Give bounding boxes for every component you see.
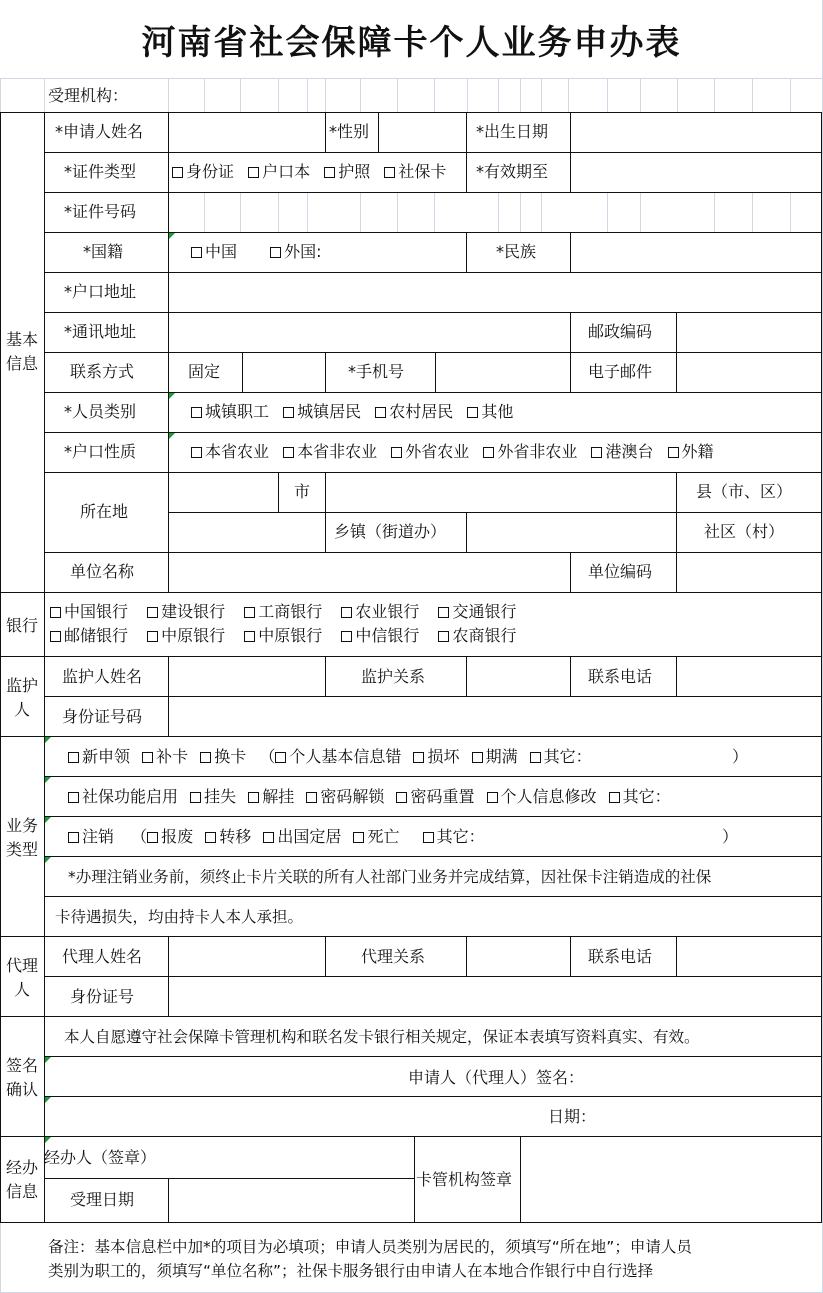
- checkbox-icon: [472, 752, 483, 763]
- hukou-nature-option[interactable]: 本省农业: [191, 442, 269, 461]
- business-option[interactable]: 个人信息修改: [487, 787, 597, 806]
- checkbox-icon: [530, 752, 541, 763]
- table-rule: [570, 312, 571, 352]
- grid-line: [0, 1222, 1, 1292]
- card-agency-seal-label: 卡管机构签章: [416, 1170, 513, 1189]
- town-field[interactable]: [168, 513, 324, 551]
- checkbox-icon: [341, 631, 352, 642]
- bank-option[interactable]: 中信银行: [341, 626, 419, 645]
- business-options-row3: 注销 （ 报废 转移 出国定居 死亡 其它：: [68, 827, 485, 847]
- business-options-row1: 新申领 补卡 换卡 （ 个人基本信息错 损坏 期满 其它：: [68, 747, 592, 767]
- sign-date-label: 日期：: [548, 1107, 597, 1126]
- agent-relation-field[interactable]: [467, 937, 568, 975]
- checkbox-icon: [244, 607, 255, 618]
- town-label: 乡镇（街道办）: [334, 522, 447, 541]
- accept-date-label: 受理日期: [70, 1190, 135, 1209]
- declaration-text: 本人自愿遵守社会保障卡管理机构和联名发卡银行相关规定，保证本表填写资料真实、有效。: [64, 1028, 700, 1046]
- business-option[interactable]: 挂失: [190, 787, 236, 806]
- id-type-options: [172, 162, 446, 182]
- nationality-option[interactable]: 中国: [191, 242, 237, 261]
- guardian-name-field[interactable]: [168, 657, 324, 695]
- bank-options-row1: [50, 602, 516, 622]
- table-rule: [676, 472, 677, 512]
- checkbox-icon: [263, 832, 274, 843]
- hukou-nature-option[interactable]: 本省非农业: [283, 442, 377, 461]
- applicant-name-label: *申请人姓名: [55, 122, 144, 141]
- county-label: 县（市、区）: [696, 482, 793, 501]
- id-type-option[interactable]: 身份证: [172, 162, 234, 181]
- hukou-nature-options: [191, 442, 714, 462]
- agent-id-label: 身份证号: [70, 987, 135, 1006]
- business-option[interactable]: 期满: [472, 747, 518, 766]
- table-rule: [44, 392, 822, 393]
- sign-date-field[interactable]: [600, 1098, 818, 1134]
- business-option[interactable]: 换卡: [200, 747, 246, 766]
- checkbox-icon: [275, 752, 286, 763]
- birth-date-label: *出生日期: [476, 122, 549, 141]
- cell-marker: [45, 737, 51, 743]
- business-r3-close: ）: [722, 827, 739, 846]
- checkbox-icon: [324, 167, 335, 178]
- checkbox-icon: [283, 447, 294, 458]
- section-basic-info: 基本 信息: [5, 330, 38, 373]
- bank-options-row2: [50, 626, 516, 646]
- grid-line: [677, 78, 678, 112]
- employer-label: 单位名称: [70, 562, 135, 581]
- business-option[interactable]: 密码解锁: [306, 787, 384, 806]
- community-field[interactable]: [467, 513, 675, 551]
- business-option[interactable]: 社保功能启用: [68, 787, 178, 806]
- guardian-id-label: 身份证号码: [62, 707, 143, 726]
- table-rule: [325, 352, 326, 392]
- table-rule: [325, 656, 326, 696]
- checkbox-icon: [375, 407, 386, 418]
- guardian-phone-label: 联系电话: [588, 667, 653, 686]
- table-rule: [44, 856, 822, 857]
- checkbox-icon: [306, 792, 317, 803]
- cell-marker: [45, 817, 51, 823]
- id-type-option[interactable]: 户口本: [248, 162, 310, 181]
- table-rule: [570, 656, 571, 696]
- location-label: 所在地: [80, 502, 129, 521]
- business-option[interactable]: 死亡: [353, 827, 399, 846]
- cancellation-note-line2: 卡待遇损失，均由持卡人本人承担。: [55, 908, 304, 926]
- nationality-options: [191, 242, 322, 262]
- postal-code-field[interactable]: [677, 313, 819, 351]
- checkbox-icon: [487, 792, 498, 803]
- grid-line: [240, 78, 241, 112]
- person-type-option[interactable]: 城镇居民: [283, 402, 361, 421]
- applicant-signature-field[interactable]: [600, 1058, 818, 1094]
- agent-name-label: 代理人姓名: [62, 947, 143, 966]
- guardian-relation-field[interactable]: [467, 657, 568, 695]
- cell-marker: [169, 233, 175, 239]
- bank-option[interactable]: 农业银行: [341, 602, 419, 621]
- cell-marker: [45, 1137, 51, 1143]
- business-option[interactable]: 补卡: [142, 747, 188, 766]
- table-rule: [325, 512, 326, 552]
- table-rule: [44, 776, 822, 777]
- table-rule: [44, 432, 822, 433]
- business-option[interactable]: 其它：: [609, 787, 671, 806]
- table-rule: [414, 1136, 415, 1222]
- grid-line: [44, 78, 45, 112]
- checkbox-icon: [191, 247, 202, 258]
- business-option[interactable]: 报废: [147, 827, 193, 846]
- table-rule: [0, 736, 822, 737]
- business-option[interactable]: 密码重置: [396, 787, 474, 806]
- applicant-name-field[interactable]: [168, 113, 326, 151]
- checkbox-icon: [668, 447, 679, 458]
- cell-marker: [45, 777, 51, 783]
- ethnicity-field[interactable]: [571, 233, 819, 271]
- community-label: 社区（村）: [704, 522, 785, 541]
- mail-address-field[interactable]: [168, 313, 568, 351]
- card-agency-seal-field[interactable]: [521, 1137, 819, 1221]
- bank-option[interactable]: 农商银行: [438, 626, 516, 645]
- handler-label: 经办人（签章）: [44, 1148, 157, 1167]
- mail-address-label: *通讯地址: [64, 322, 137, 341]
- grid-line: [790, 78, 791, 112]
- grid-line: [307, 78, 308, 112]
- table-rule: [570, 352, 571, 392]
- grid-line: [325, 78, 326, 112]
- grid-line: [278, 78, 279, 112]
- footnote-line2: 类别为职工的，须填写“单位名称”；社保卡服务银行由申请人在本地合作银行中自行选择: [48, 1262, 654, 1280]
- id-type-option[interactable]: 护照: [324, 162, 370, 181]
- hukou-nature-option[interactable]: 外省非农业: [483, 442, 577, 461]
- grid-line: [752, 78, 753, 112]
- business-option[interactable]: 个人基本信息错: [275, 747, 401, 766]
- business-option[interactable]: 新申领: [68, 747, 130, 766]
- table-rule: [44, 1096, 822, 1097]
- birth-date-field[interactable]: [571, 113, 819, 151]
- grid-line: [520, 78, 521, 112]
- business-option[interactable]: 其它：: [530, 747, 592, 766]
- section-sign-confirm: 签名 确认: [5, 1056, 38, 1099]
- grid-line: [168, 78, 169, 112]
- checkbox-icon: [147, 832, 158, 843]
- checkbox-icon: [191, 407, 202, 418]
- id-number-field[interactable]: [168, 193, 819, 231]
- table-rule: [0, 1016, 822, 1017]
- table-rule: [325, 936, 326, 976]
- checkbox-icon: [467, 407, 478, 418]
- business-option[interactable]: 注销: [68, 827, 114, 846]
- business-option[interactable]: 其它：: [423, 827, 485, 846]
- form-title: 河南省社会保障卡个人业务申办表: [141, 22, 682, 63]
- cell-marker: [45, 1057, 51, 1063]
- checkbox-icon: [396, 792, 407, 803]
- id-number-label: *证件号码: [64, 202, 137, 221]
- table-rule: [676, 512, 677, 552]
- id-type-option[interactable]: 社保卡: [384, 162, 446, 181]
- guardian-id-field[interactable]: [168, 697, 819, 735]
- mobile-field[interactable]: [436, 353, 568, 391]
- cell-marker: [169, 433, 175, 439]
- accept-date-field[interactable]: [168, 1179, 414, 1221]
- grid-line: [568, 78, 569, 112]
- landline-field[interactable]: [243, 353, 323, 391]
- checkbox-icon: [68, 792, 79, 803]
- grid-line: [498, 78, 499, 112]
- guardian-phone-field[interactable]: [677, 657, 819, 695]
- grid-line: [204, 78, 205, 112]
- cell-marker: [45, 857, 51, 863]
- grid-line: [640, 78, 641, 112]
- grid-line: [0, 78, 1, 112]
- checkbox-icon: [248, 792, 259, 803]
- checkbox-icon: [391, 447, 402, 458]
- hukou-nature-option[interactable]: 外籍: [668, 442, 714, 461]
- person-type-option[interactable]: 城镇职工: [191, 402, 269, 421]
- postal-code-label: 邮政编码: [588, 322, 653, 341]
- employer-field[interactable]: [168, 553, 568, 591]
- table-rule: [570, 936, 571, 976]
- table-rule: [570, 552, 571, 592]
- business-option[interactable]: 解挂: [248, 787, 294, 806]
- gender-field[interactable]: [378, 113, 466, 151]
- checkbox-icon: [413, 752, 424, 763]
- checkbox-icon: [609, 792, 620, 803]
- grid-line: [397, 78, 398, 112]
- nationality-label: *国籍: [83, 242, 124, 261]
- person-type-option[interactable]: 其他: [467, 402, 513, 421]
- province-field[interactable]: [168, 473, 278, 511]
- checkbox-icon: [68, 752, 79, 763]
- checkbox-icon: [438, 607, 449, 618]
- agent-phone-label: 联系电话: [588, 947, 653, 966]
- hukou-address-field[interactable]: [168, 273, 819, 311]
- table-rule: [0, 1222, 822, 1223]
- bank-option[interactable]: 中原银行: [147, 626, 225, 645]
- section-handler-info: 经办 信息: [5, 1158, 38, 1201]
- bank-option[interactable]: 建设银行: [147, 602, 225, 621]
- gender-label: *性别: [329, 122, 370, 141]
- mobile-label: *手机号: [348, 362, 405, 381]
- person-type-options: [191, 402, 513, 422]
- table-rule: [44, 896, 822, 897]
- bank-option[interactable]: 邮储银行: [50, 626, 128, 645]
- id-type-label: *证件类型: [64, 162, 137, 181]
- employer-code-label: 单位编码: [588, 562, 653, 581]
- section-agent: 代理 人: [5, 956, 38, 999]
- checkbox-icon: [283, 407, 294, 418]
- business-option[interactable]: 损坏: [413, 747, 459, 766]
- cancellation-note-line1: *办理注销业务前，须终止卡片关联的所有人社部门业务并完成结算，因社保卡注销造成的社保: [68, 868, 712, 886]
- checkbox-icon: [423, 832, 434, 843]
- table-rule: [44, 1056, 822, 1057]
- grid-line: [714, 78, 715, 112]
- accepting-org-label: 受理机构：: [48, 86, 129, 105]
- checkbox-icon: [142, 752, 153, 763]
- contact-label: 联系方式: [70, 362, 135, 381]
- employer-code-field[interactable]: [677, 553, 819, 591]
- cell-marker: [45, 1097, 51, 1103]
- guardian-relation-label: 监护关系: [361, 667, 426, 686]
- table-rule: [466, 112, 467, 152]
- checkbox-icon: [248, 167, 259, 178]
- agent-name-field[interactable]: [168, 937, 324, 975]
- person-type-label: *人员类别: [64, 402, 137, 421]
- table-rule: [44, 816, 822, 817]
- ethnicity-label: *民族: [496, 242, 537, 261]
- agent-relation-label: 代理关系: [361, 947, 426, 966]
- business-option[interactable]: 出国定居: [263, 827, 341, 846]
- checkbox-icon: [190, 792, 201, 803]
- checkbox-icon: [50, 631, 61, 642]
- checkbox-icon: [270, 247, 281, 258]
- checkbox-icon: [438, 631, 449, 642]
- section-bank: 银行: [5, 616, 38, 635]
- table-rule: [466, 232, 467, 272]
- checkbox-icon: [50, 607, 61, 618]
- hukou-address-label: *户口地址: [64, 282, 137, 301]
- agent-id-field[interactable]: [168, 977, 819, 1015]
- table-rule: [466, 152, 467, 192]
- bank-option[interactable]: 中原银行: [244, 626, 322, 645]
- person-type-option[interactable]: 农村居民: [375, 402, 453, 421]
- email-label: 电子邮件: [588, 362, 653, 381]
- section-business-type: 业务 类型: [5, 816, 38, 859]
- valid-until-label: *有效期至: [476, 162, 549, 181]
- grid-line: [607, 78, 608, 112]
- checkbox-icon: [147, 607, 158, 618]
- footnote-line1: 备注：基本信息栏中加*的项目为必填项；申请人员类别为居民的，须填写“所在地”；申请人员: [48, 1238, 692, 1256]
- grid-line: [541, 78, 542, 112]
- hukou-nature-option[interactable]: 外省农业: [391, 442, 469, 461]
- checkbox-icon: [341, 607, 352, 618]
- checkbox-icon: [200, 752, 211, 763]
- bank-option[interactable]: 交通银行: [438, 602, 516, 621]
- nationality-option[interactable]: 外国:: [270, 242, 321, 261]
- agent-phone-field[interactable]: [677, 937, 819, 975]
- table-rule: [278, 472, 279, 512]
- applicant-signature-label: 申请人（代理人）签名：: [408, 1068, 585, 1087]
- valid-until-field[interactable]: [571, 153, 819, 191]
- checkbox-icon: [353, 832, 364, 843]
- hukou-nature-label: *户口性质: [64, 442, 137, 461]
- grid-line: [434, 78, 435, 112]
- bank-option[interactable]: 中国银行: [50, 602, 128, 621]
- checkbox-icon: [205, 832, 216, 843]
- grid-line: [360, 78, 361, 112]
- section-guardian: 监护 人: [5, 676, 38, 719]
- checkbox-icon: [172, 167, 183, 178]
- landline-label: 固定: [188, 362, 221, 381]
- checkbox-icon: [483, 447, 494, 458]
- bank-option[interactable]: 工商银行: [244, 602, 322, 621]
- table-rule: [0, 592, 822, 593]
- email-field[interactable]: [677, 353, 819, 391]
- guardian-name-label: 监护人姓名: [62, 667, 143, 686]
- cell-marker: [169, 393, 175, 399]
- city-field[interactable]: [325, 473, 675, 511]
- checkbox-icon: [191, 447, 202, 458]
- checkbox-icon: [384, 167, 395, 178]
- grid-line: [0, 78, 823, 79]
- checkbox-icon: [591, 447, 602, 458]
- business-r1-close: ）: [732, 747, 749, 766]
- business-options-row2: [68, 787, 671, 807]
- grid-line: [467, 78, 468, 112]
- checkbox-icon: [68, 832, 79, 843]
- city-label: 市: [294, 482, 311, 501]
- checkbox-icon: [244, 631, 255, 642]
- business-option[interactable]: 转移: [205, 827, 251, 846]
- checkbox-icon: [147, 631, 158, 642]
- hukou-nature-option[interactable]: 港澳台: [591, 442, 653, 461]
